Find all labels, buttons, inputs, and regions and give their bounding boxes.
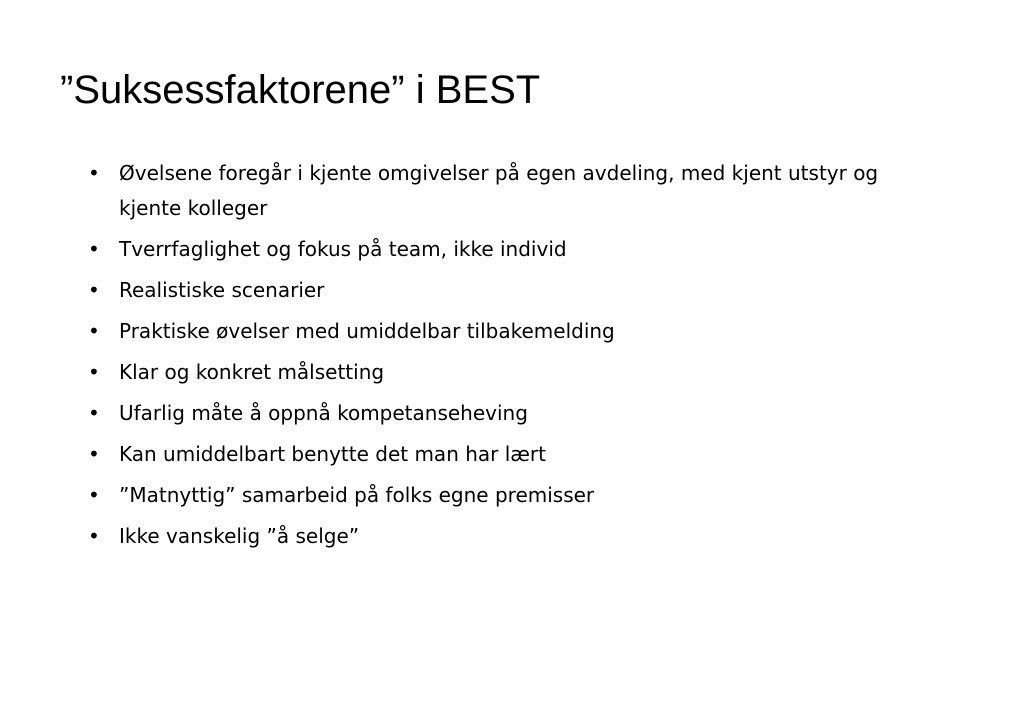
list-item [88, 273, 918, 308]
list-item [88, 156, 918, 226]
bullet-icon: • [88, 483, 100, 507]
bullet-icon: • [88, 401, 100, 425]
list-item [88, 519, 918, 554]
bullet-icon: • [88, 237, 100, 261]
list-item [88, 478, 918, 513]
bullet-icon: • [88, 278, 100, 302]
list-item [88, 396, 918, 431]
slide-title: ”Suksessfaktorene” i BEST [60, 68, 541, 112]
bullet-text: ”Matnyttig” samarbeid på folks egne premisser [119, 483, 595, 507]
bullet-icon: • [88, 524, 100, 548]
bullet-icon: • [88, 442, 100, 466]
bullet-text: Øvelsene foregår i kjente omgivelser på egen avdeling, med kjent utstyr og kjente kolleger [119, 161, 879, 220]
bullet-text: Realistiske scenarier [119, 278, 325, 302]
bullet-text: Klar og konkret målsetting [119, 360, 385, 384]
bullet-icon: • [88, 161, 100, 185]
list-item [88, 232, 918, 267]
bullet-text: Ikke vanskelig ”å selge” [119, 524, 360, 548]
bullet-text: Kan umiddelbart benytte det man har lært [119, 442, 546, 466]
bullet-list [88, 156, 918, 560]
list-item [88, 314, 918, 349]
bullet-text: Ufarlig måte å oppnå kompetanseheving [119, 401, 528, 425]
bullet-text: Tverrfaglighet og fokus på team, ikke individ [119, 237, 567, 261]
bullet-icon: • [88, 319, 100, 343]
list-item [88, 355, 918, 390]
bullet-icon: • [88, 360, 100, 384]
list-item [88, 437, 918, 472]
bullet-text: Praktiske øvelser med umiddelbar tilbakemelding [119, 319, 615, 343]
